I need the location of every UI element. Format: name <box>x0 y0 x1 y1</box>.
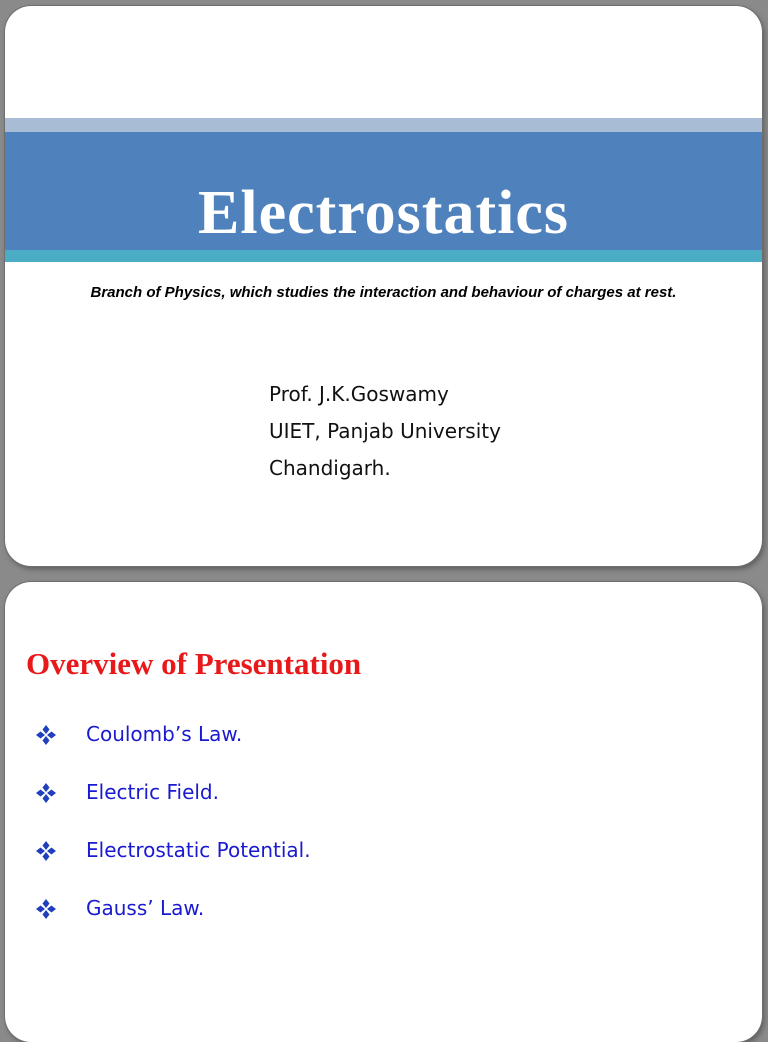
author-city: Chandigarh. <box>269 456 391 480</box>
four-diamond-bullet-icon <box>35 724 57 746</box>
author-block <box>269 376 501 487</box>
list-item <box>35 780 311 838</box>
overview-list <box>35 722 311 954</box>
list-item <box>35 722 311 780</box>
author-name: Prof. J.K.Goswamy <box>269 382 449 406</box>
title-band-top-stripe <box>5 118 762 132</box>
overview-slide <box>5 582 762 1042</box>
bullet-electric-field: Electric Field. <box>86 780 219 804</box>
author-institution: UIET, Panjab University <box>269 419 501 443</box>
four-diamond-bullet-icon <box>35 898 57 920</box>
slide-subtitle: Branch of Physics, which studies the interaction and behaviour of charges at rest. <box>90 284 677 301</box>
title-band-bottom-stripe <box>5 250 762 262</box>
bullet-gauss-law: Gauss’ Law. <box>86 896 205 920</box>
four-diamond-bullet-icon <box>35 840 57 862</box>
slide-title: Electrostatics <box>198 179 569 247</box>
title-slide <box>5 6 762 566</box>
list-item <box>35 896 311 954</box>
bullet-coulombs-law: Coulomb’s Law. <box>86 722 243 746</box>
overview-title: Overview of Presentation <box>26 646 362 681</box>
bullet-electrostatic-potential: Electrostatic Potential. <box>86 838 311 862</box>
four-diamond-bullet-icon <box>35 782 57 804</box>
list-item <box>35 838 311 896</box>
